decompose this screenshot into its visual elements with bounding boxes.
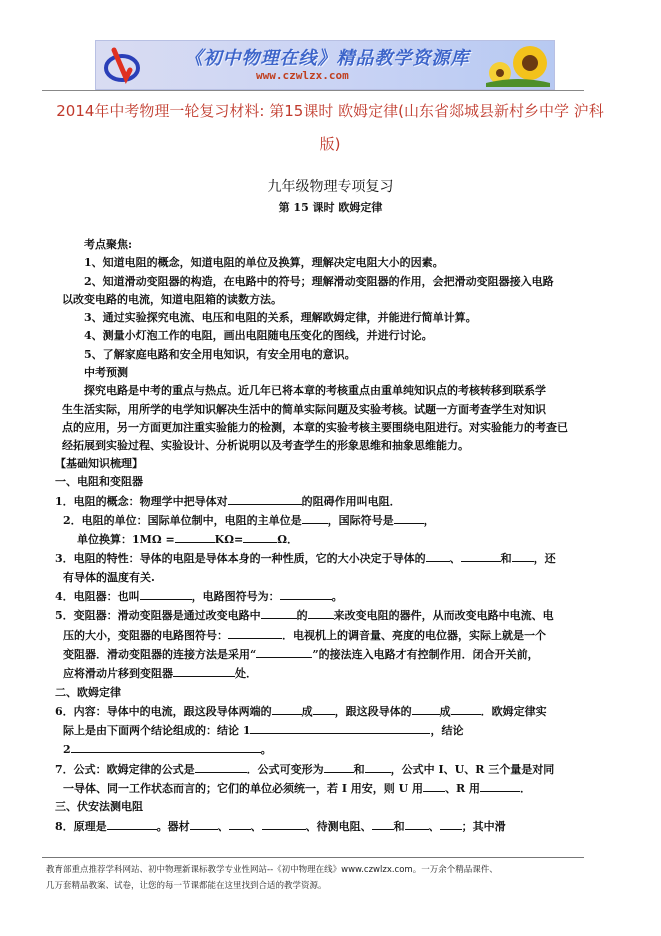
page-heading: 九年级物理专项复习 (267, 179, 394, 195)
footer-line-1: 教育部重点推荐学科网站、初中物理新课标教学专业性网站--《初中物理在线》www.czwlzx.com。一万余个精品课件、 (46, 865, 498, 875)
question-2: 2．电阻的单位：国际单位制中，电阻的主单位是 ，国际符号是 ， (55, 511, 595, 530)
answer-blank[interactable] (256, 645, 312, 658)
question-4: 4．电阻器：也叫 ，电路图符号为： 。 (55, 587, 595, 606)
answer-blank[interactable] (243, 530, 277, 543)
answer-blank[interactable] (190, 817, 218, 830)
answer-blank[interactable] (324, 760, 354, 773)
exam-focus-item: 3、通过实验探究电流、电压和电阻的关系，理解欧姆定律，并能进行简单计算。 (84, 311, 477, 325)
exam-focus-item: 以改变电路的电流，知道电阻箱的读数方法。 (62, 292, 282, 306)
answer-blank[interactable] (372, 817, 394, 830)
answer-blank[interactable] (195, 760, 247, 773)
answer-blank[interactable] (272, 702, 302, 715)
answer-blank[interactable] (280, 587, 332, 600)
answer-blank[interactable] (426, 549, 450, 562)
answer-blank[interactable] (71, 740, 261, 753)
banner-url[interactable]: www.czwlzx.com (256, 69, 349, 82)
sunflower-icon (486, 43, 550, 87)
basic-knowledge-label: 【基础知识梳理】 (55, 457, 143, 470)
banner-title: 《初中物理在线》精品教学资源库 (184, 48, 470, 69)
question-7-line2: 一导体、同一工作状态而言的；它们的单位必须统一，若 I 用安，则 U 用 、R 用 ． (55, 779, 595, 798)
answer-blank[interactable] (480, 779, 520, 792)
answer-blank[interactable] (440, 817, 462, 830)
answer-blank[interactable] (451, 702, 481, 715)
site-banner (95, 40, 555, 90)
exam-focus-item: 2、知道滑动变阻器的构造，在电路中的符号；理解滑动变阻器的作用，会把滑动变阻器接入电路 (84, 274, 554, 288)
exam-prediction-line: 生生活实际，用所学的电学知识解决生活中的简单实际问题及实验考核。试题一方面考查学生对知识 (62, 402, 546, 416)
question-1: 1．电阻的概念：物理学中把导体对 的阻碍作用叫电阻． (55, 492, 595, 511)
answer-blank[interactable] (140, 587, 192, 600)
question-6: 6．内容：导体中的电流，跟这段导体两端的 成 ，跟这段导体的 成 ．欧姆定律实 (55, 702, 595, 721)
question-5-line2: 压的大小，变阻器的电路图符号： ．电视机上的调音量、亮度的电位器，实际上就是一个 (55, 626, 595, 645)
answer-blank[interactable] (173, 664, 235, 677)
answer-blank[interactable] (412, 702, 440, 715)
exam-prediction-line: 点的应用，另一方面更加注重实验能力的检测，本章的实验考核主要围绕电阻进行。对实验能力的考查已 (62, 420, 568, 434)
answer-blank[interactable] (229, 817, 251, 830)
site-logo-icon (102, 44, 142, 86)
answer-blank[interactable] (228, 492, 302, 505)
exam-focus-section (62, 236, 590, 456)
exam-focus-item: 4、测量小灯泡工作的电阻，画出电阻随电压变化的图线，并进行讨论。 (84, 329, 433, 343)
answer-blank[interactable] (175, 530, 215, 543)
basic-knowledge-section (55, 455, 595, 836)
question-6-line3: 2 。 (55, 740, 595, 759)
part-heading-resistance: 一、电阻和变阻器 (55, 475, 143, 489)
answer-blank[interactable] (107, 817, 157, 830)
part-heading-voltammetry: 三、伏安法测电阻 (55, 800, 143, 814)
header-divider (42, 90, 584, 91)
exam-prediction-label: 中考预测 (84, 366, 128, 380)
footer-line-2: 几万套精品教案、试卷，让您的每一节课都能在这里找到合适的教学资源。 (46, 881, 327, 891)
answer-blank[interactable] (250, 721, 430, 734)
exam-focus-item: 5、了解家庭电路和安全用电知识，有安全用电的意识。 (84, 347, 356, 361)
question-7: 7．公式：欧姆定律的公式是 ．公式可变形为 和 ，公式中 I、U、R 三个量是对同 (55, 760, 595, 779)
answer-blank[interactable] (302, 511, 328, 524)
footer-divider (42, 857, 584, 858)
question-2-conversion: 单位换算：1MΩ = KΩ= Ω． (55, 530, 595, 549)
answer-blank[interactable] (313, 702, 335, 715)
answer-blank[interactable] (308, 606, 334, 619)
page-footer (46, 862, 606, 894)
answer-blank[interactable] (262, 817, 306, 830)
question-3: 3．电阻的特性：导体的电阻是导体本身的一种性质，它的大小决定于导体的 、 和 ，还 (55, 549, 595, 568)
answer-blank[interactable] (423, 779, 445, 792)
exam-focus-item: 1、知道电阻的概念，知道电阻的单位及换算，理解决定电阻大小的因素。 (84, 256, 444, 270)
answer-blank[interactable] (405, 817, 429, 830)
question-8: 8．原理是 。器材 、 、 、待测电阻、 和 、 ；其中滑 (55, 817, 595, 836)
question-5-line3: 变阻器．滑动变阻器的连接方法是采用“ ”的接法连入电路才有控制作用．闭合开关前， (55, 645, 595, 664)
question-5: 5．变阻器：滑动变阻器是通过改变电路中 的 来改变电阻的器件，从而改变电路中电流、电 (55, 606, 595, 625)
answer-blank[interactable] (261, 606, 297, 619)
answer-blank[interactable] (461, 549, 501, 562)
question-3-cont: 有导体的温度有关. (63, 570, 155, 584)
lesson-subheading: 第 15 课时 欧姆定律 (278, 201, 383, 214)
answer-blank[interactable] (228, 626, 282, 639)
exam-prediction-line: 探究电路是中考的重点与热点。近几年已将本章的考核重点由重单纯知识点的考核转移到联系学 (84, 384, 546, 398)
exam-focus-label: 考点聚焦: (84, 238, 133, 251)
question-5-line4: 应将滑动片移到变阻器 处． (55, 664, 595, 683)
part-heading-ohms-law: 二、欧姆定律 (55, 685, 121, 699)
question-6-line2: 际上是由下面两个结论组成的：结论 1 ，结论 (55, 721, 595, 740)
document-title: 2014年中考物理一轮复习材料: 第15课时 欧姆定律(山东省郯城县新村乡中学 沪科版) (56, 102, 604, 153)
answer-blank[interactable] (394, 511, 424, 524)
exam-prediction-line: 经拓展到实验过程、实验设计、分析说明以及考查学生的形象思维和抽象思维能力。 (62, 439, 469, 453)
answer-blank[interactable] (365, 760, 391, 773)
answer-blank[interactable] (512, 549, 534, 562)
